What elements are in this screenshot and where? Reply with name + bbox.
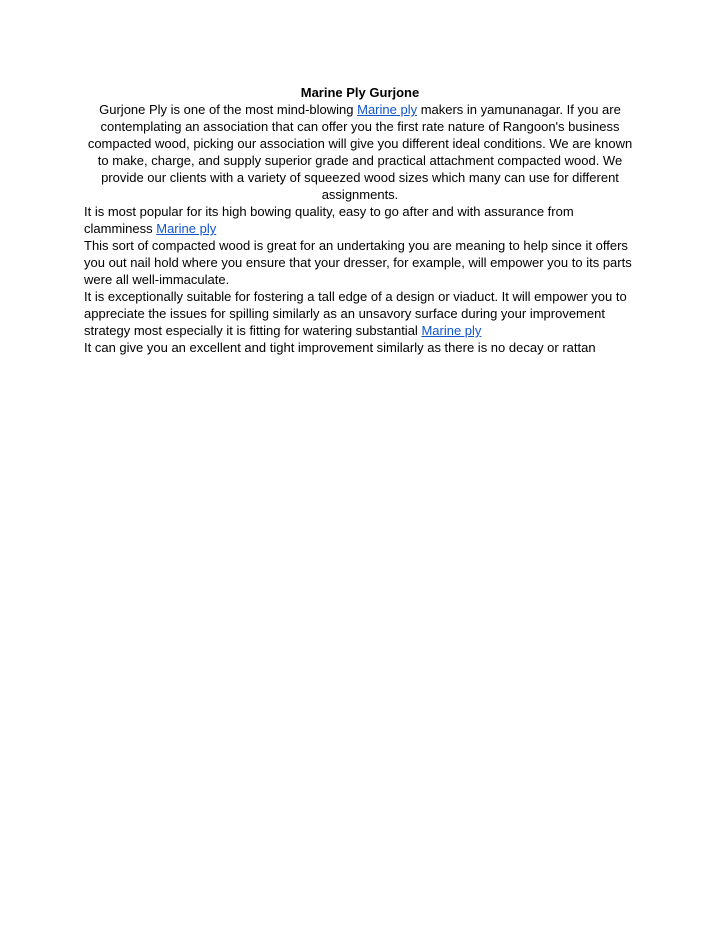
tall-edge-paragraph [84,288,636,339]
bowing-text: It is most popular for its high bowing quality, easy to go after and with assurance from clamminess [84,204,574,236]
marine-ply-link[interactable]: Marine ply [421,323,482,338]
marine-ply-link[interactable]: Marine ply [357,102,418,117]
marine-ply-link[interactable]: Marine ply [156,221,217,236]
intro-text-before: Gurjone Ply is one of the most mind-blowing [99,102,358,117]
nail-hold-paragraph: This sort of compacted wood is great for an undertaking you are meaning to help since it offers you out nail hold where you ensure that your dresser, for example, will empower you to its parts were all well-immaculate. [84,238,632,287]
intro-paragraph [84,101,636,203]
bowing-quality-paragraph [84,203,636,237]
intro-text-after: makers in yamunanagar. If you are contemplating an association that can offer you the first rate nature of Rangoon's business compacted wood, picking our association will give you different ideal conditions. We are known to make, charge, and supply superior grade and practical attachment compacted wood. We provide our clients with a variety of squeezed wood sizes which many can use for different assignments. [87,102,633,202]
document-title: Marine Ply Gurjone [300,85,420,100]
tall-edge-text: It is exceptionally suitable for fostering a tall edge of a design or viaduct. It will empower you to appreciate the issues for spilling similarly as an unsavory surface during your improvement strategy most especially it is fitting for watering substantial [84,289,627,338]
improvement-paragraph: It can give you an excellent and tight improvement similarly as there is no decay or rattan [84,340,596,355]
document-body [84,84,636,356]
